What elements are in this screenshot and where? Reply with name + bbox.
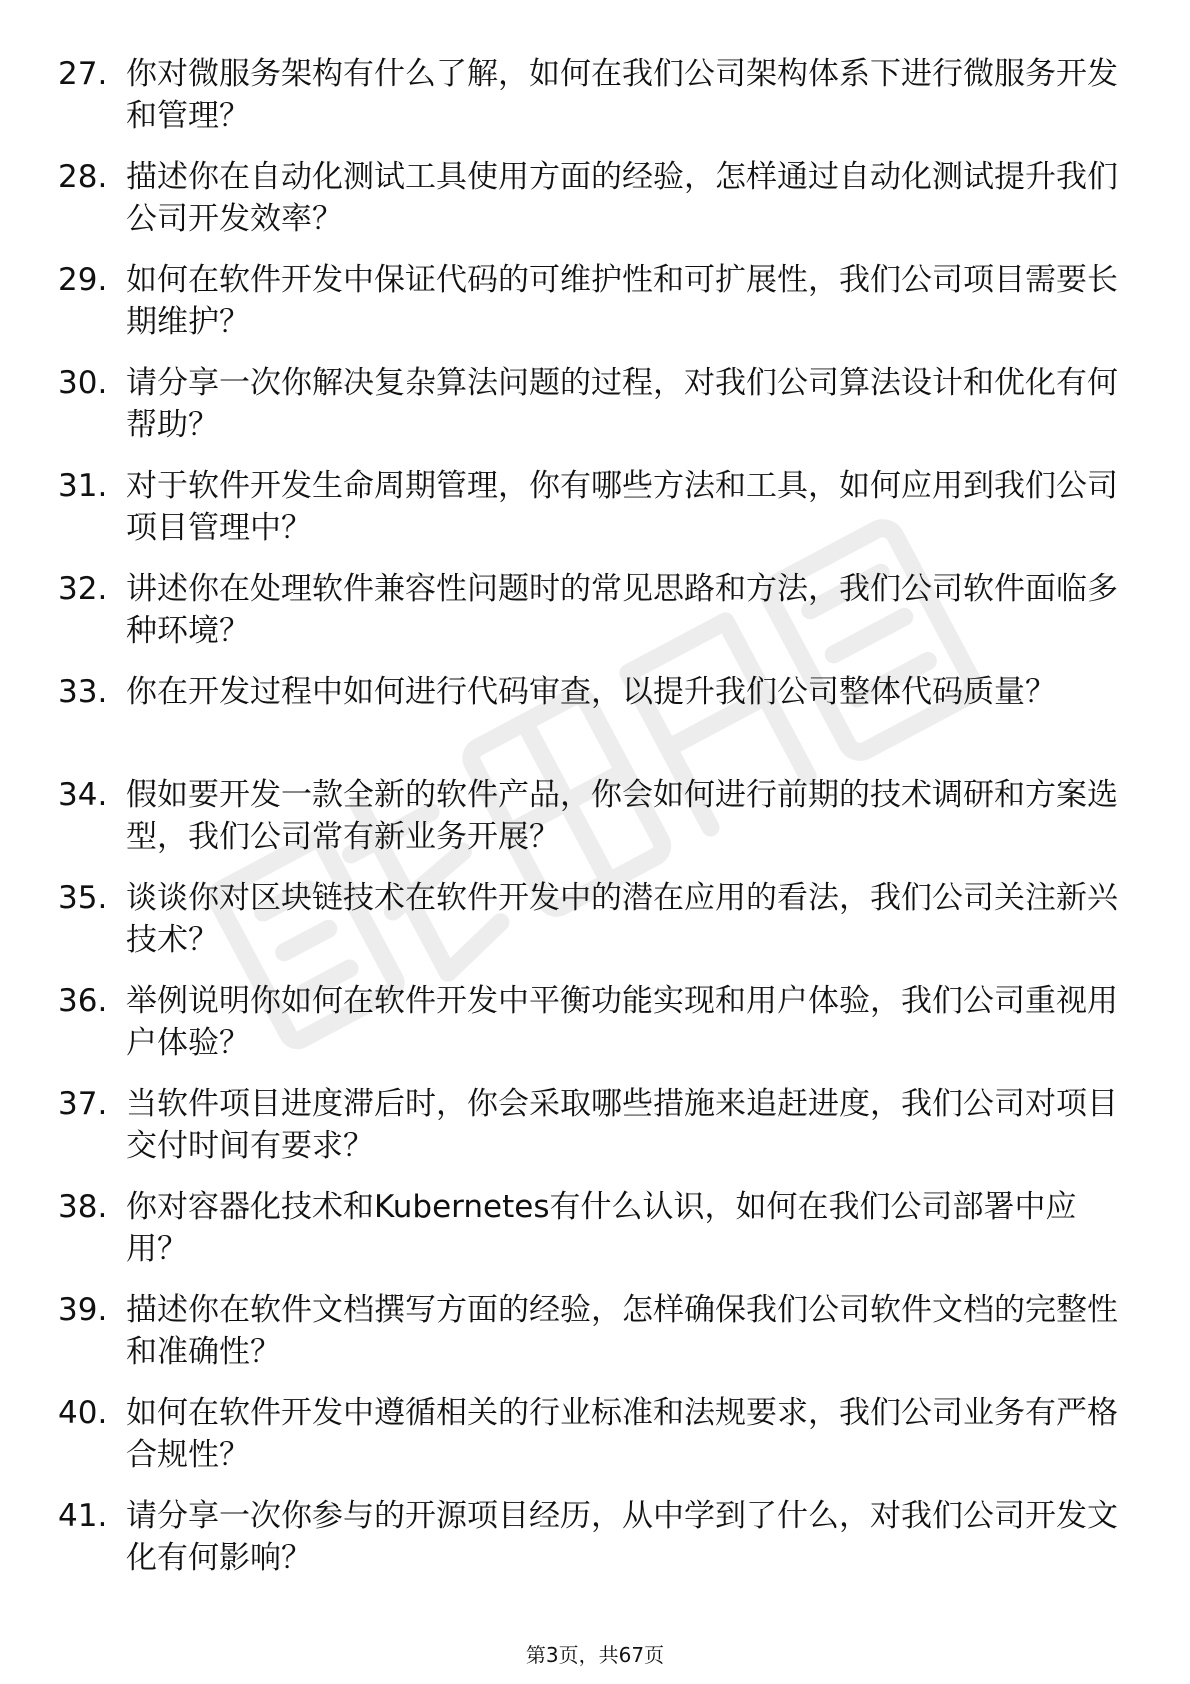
question-item [58, 877, 1118, 980]
question-text: 如何在软件开发中遵循相关的行业标准和法规要求，我们公司业务有严格合规性？ [126, 1395, 1118, 1473]
question-item [58, 568, 1118, 671]
question-text: 你对容器化技术和Kubernetes有什么认识，如何在我们公司部署中应用？ [126, 1189, 1077, 1267]
question-item [58, 1083, 1118, 1186]
question-text: 你在开发过程中如何进行代码审查，以提升我们公司整体代码质量？ [126, 674, 1056, 710]
question-number: 32. [58, 571, 108, 607]
question-number: 41. [58, 1498, 108, 1534]
question-item [58, 671, 1118, 774]
question-number: 40. [58, 1395, 108, 1431]
question-item [58, 1495, 1118, 1598]
question-item [58, 1392, 1118, 1495]
page-footer [0, 1642, 1190, 1668]
question-text: 谈谈你对区块链技术在软件开发中的潜在应用的看法，我们公司关注新兴技术？ [126, 880, 1118, 958]
page-number-label: 第3页，共67页 [525, 1643, 665, 1667]
question-item [58, 259, 1118, 362]
question-text: 如何在软件开发中保证代码的可维护性和可扩展性，我们公司项目需要长期维护？ [126, 262, 1118, 340]
question-item [58, 465, 1118, 568]
question-number: 35. [58, 880, 108, 916]
question-text: 假如要开发一款全新的软件产品，你会如何进行前期的技术调研和方案选型，我们公司常有新业务开展？ [126, 777, 1118, 855]
question-text: 举例说明你如何在软件开发中平衡功能实现和用户体验，我们公司重视用户体验？ [126, 983, 1118, 1061]
question-text: 请分享一次你参与的开源项目经历，从中学到了什么，对我们公司开发文化有何影响？ [126, 1498, 1118, 1576]
question-item [58, 980, 1118, 1083]
question-text: 你对微服务架构有什么了解，如何在我们公司架构体系下进行微服务开发和管理？ [126, 56, 1118, 134]
question-item [58, 156, 1118, 259]
question-number: 36. [58, 983, 108, 1019]
question-item [58, 1186, 1118, 1289]
question-item [58, 774, 1118, 877]
question-text: 当软件项目进度滞后时，你会采取哪些措施来追赶进度，我们公司对项目交付时间有要求？ [126, 1086, 1118, 1164]
question-text: 描述你在自动化测试工具使用方面的经验，怎样通过自动化测试提升我们公司开发效率？ [126, 159, 1118, 237]
question-item [58, 362, 1118, 465]
question-number: 39. [58, 1292, 108, 1328]
question-item [58, 1289, 1118, 1392]
question-number: 29. [58, 262, 108, 298]
question-text: 描述你在软件文档撰写方面的经验，怎样确保我们公司软件文档的完整性和准确性？ [126, 1292, 1118, 1370]
question-number: 33. [58, 674, 108, 710]
question-number: 37. [58, 1086, 108, 1122]
question-list [58, 53, 1118, 1598]
question-number: 28. [58, 159, 108, 195]
question-text: 讲述你在处理软件兼容性问题时的常见思路和方法，我们公司软件面临多种环境？ [126, 571, 1118, 649]
question-text: 请分享一次你解决复杂算法问题的过程，对我们公司算法设计和优化有何帮助？ [126, 365, 1118, 443]
question-number: 34. [58, 777, 108, 813]
question-text: 对于软件开发生命周期管理，你有哪些方法和工具，如何应用到我们公司项目管理中？ [126, 468, 1118, 546]
question-number: 38. [58, 1189, 108, 1225]
question-number: 31. [58, 468, 108, 504]
question-number: 27. [58, 56, 108, 92]
question-item [58, 53, 1118, 156]
question-number: 30. [58, 365, 108, 401]
